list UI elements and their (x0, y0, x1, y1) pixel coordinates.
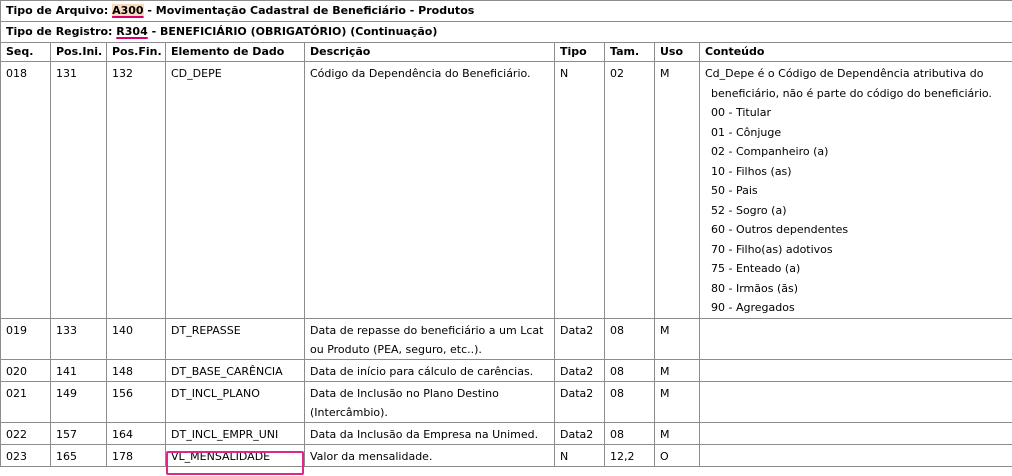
cell-pos-fin: 156 (107, 381, 166, 422)
dependency-code-item: 02 - Companheiro (a) (711, 145, 829, 158)
table-row (1, 359, 1012, 381)
col-header-uso: Uso (655, 43, 700, 62)
col-header-tipo: Tipo (555, 43, 605, 62)
cell-uso: M (655, 381, 700, 422)
desc-line: Data de repasse do beneficiário a um Lcat (310, 323, 544, 337)
col-header-seq: Seq. (1, 43, 51, 62)
cell-conteudo (700, 359, 1012, 381)
dependency-code-item: 10 - Filhos (as) (711, 164, 792, 178)
dependency-code-item: 50 - Pais (711, 184, 758, 197)
cell-conteudo (700, 422, 1012, 444)
cell-seq: 018 (1, 62, 51, 319)
cell-conteudo (700, 318, 1012, 359)
dependency-code-item: 80 - Irmãos (ãs) (711, 281, 799, 295)
col-header-pos-ini: Pos.Ini. (51, 43, 107, 62)
cell-pos-ini: 165 (51, 444, 107, 466)
record-type-cell (1, 22, 1012, 43)
cell-pos-ini: 131 (51, 62, 107, 319)
desc-line: (Intercâmbio). (310, 405, 388, 419)
column-header-row (1, 43, 1012, 62)
record-type-desc: - BENEFICIÁRIO (OBRIGATÓRIO) (Continuação) (147, 25, 438, 38)
cell-conteudo (700, 444, 1012, 466)
dependency-code-item: 52 - Sogro (a) (711, 203, 787, 217)
cell-elemento: DT_INCL_EMPR_UNI (166, 422, 305, 444)
file-type-row (1, 1, 1012, 22)
cell-pos-ini: 157 (51, 422, 107, 444)
desc-line: Data de Inclusão no Plano Destino (310, 386, 499, 400)
dependency-code-item: 75 - Enteado (a) (711, 262, 801, 275)
dependency-code-item: 90 - Agregados (711, 301, 795, 314)
cell-pos-fin: 164 (107, 422, 166, 444)
cell-tipo: N (555, 444, 605, 466)
cell-seq: 021 (1, 381, 51, 422)
cell-elemento: DT_INCL_PLANO (166, 381, 305, 422)
cell-elemento: DT_REPASSE (166, 318, 305, 359)
cell-tam: 02 (605, 62, 655, 319)
content-intro-line: Cd_Depe é o Código de Dependência atributiva do (705, 67, 984, 80)
cell-conteudo (700, 62, 1012, 319)
cell-elemento: DT_BASE_CARÊNCIA (166, 359, 305, 381)
table-row (1, 381, 1012, 422)
cell-elemento: CD_DEPE (166, 62, 305, 319)
content-intro-line: beneficiário, não é parte do código do beneficiário. (711, 86, 992, 100)
cell-pos-fin: 148 (107, 359, 166, 381)
cell-seq: 019 (1, 318, 51, 359)
cell-tipo: Data2 (555, 422, 605, 444)
col-header-pos-fin: Pos.Fin. (107, 43, 166, 62)
file-type-code: A300 (112, 4, 144, 17)
cell-seq: 023 (1, 444, 51, 466)
file-type-label: Tipo de Arquivo: (6, 4, 113, 17)
col-header-conteudo: Conteúdo (700, 43, 1012, 62)
cell-descricao: Código da Dependência do Beneficiário. (305, 62, 555, 319)
cell-descricao: Data da Inclusão da Empresa na Unimed. (305, 422, 555, 444)
record-type-code: R304 (116, 25, 148, 38)
cell-pos-ini: 141 (51, 359, 107, 381)
cell-uso: O (655, 444, 700, 466)
cell-tipo: Data2 (555, 359, 605, 381)
table-row (1, 422, 1012, 444)
col-header-elemento: Elemento de Dado (166, 43, 305, 62)
dependency-code-item: 00 - Titular (711, 106, 772, 119)
cell-descricao (305, 381, 555, 422)
table-row (1, 62, 1012, 319)
file-type-desc: - Movimentação Cadastral de Beneficiário - Produtos (143, 4, 475, 17)
dependency-code-item: 60 - Outros dependentes (711, 223, 849, 236)
cell-tipo: Data2 (555, 318, 605, 359)
record-type-label: Tipo de Registro: (6, 25, 117, 38)
cell-uso: M (655, 62, 700, 319)
cell-pos-ini: 133 (51, 318, 107, 359)
dependency-code-item: 01 - Cônjuge (711, 125, 782, 139)
cell-uso: M (655, 422, 700, 444)
cell-tipo: Data2 (555, 381, 605, 422)
cell-pos-fin: 178 (107, 444, 166, 466)
cell-tam: 12,2 (605, 444, 655, 466)
table-row (1, 444, 1012, 466)
cell-conteudo (700, 381, 1012, 422)
cell-pos-fin: 132 (107, 62, 166, 319)
dependency-code-item: 70 - Filho(as) adotivos (711, 242, 833, 256)
desc-line: ou Produto (PEA, seguro, etc..). (310, 342, 482, 356)
cell-descricao: Data de início para cálculo de carências. (305, 359, 555, 381)
col-header-descricao: Descrição (305, 43, 555, 62)
file-type-cell (1, 1, 1012, 22)
cell-tam: 08 (605, 318, 655, 359)
cell-seq: 022 (1, 422, 51, 444)
cell-tam: 08 (605, 422, 655, 444)
col-header-tam: Tam. (605, 43, 655, 62)
cell-tam: 08 (605, 381, 655, 422)
table-row (1, 318, 1012, 359)
cell-descricao: Valor da mensalidade. (305, 444, 555, 466)
cell-tipo: N (555, 62, 605, 319)
cell-seq: 020 (1, 359, 51, 381)
cell-pos-fin: 140 (107, 318, 166, 359)
cell-elemento: VL_MENSALIDADE (166, 444, 305, 466)
cell-pos-ini: 149 (51, 381, 107, 422)
cell-uso: M (655, 318, 700, 359)
record-type-row (1, 22, 1012, 43)
cell-descricao (305, 318, 555, 359)
cell-tam: 08 (605, 359, 655, 381)
cell-uso: M (655, 359, 700, 381)
